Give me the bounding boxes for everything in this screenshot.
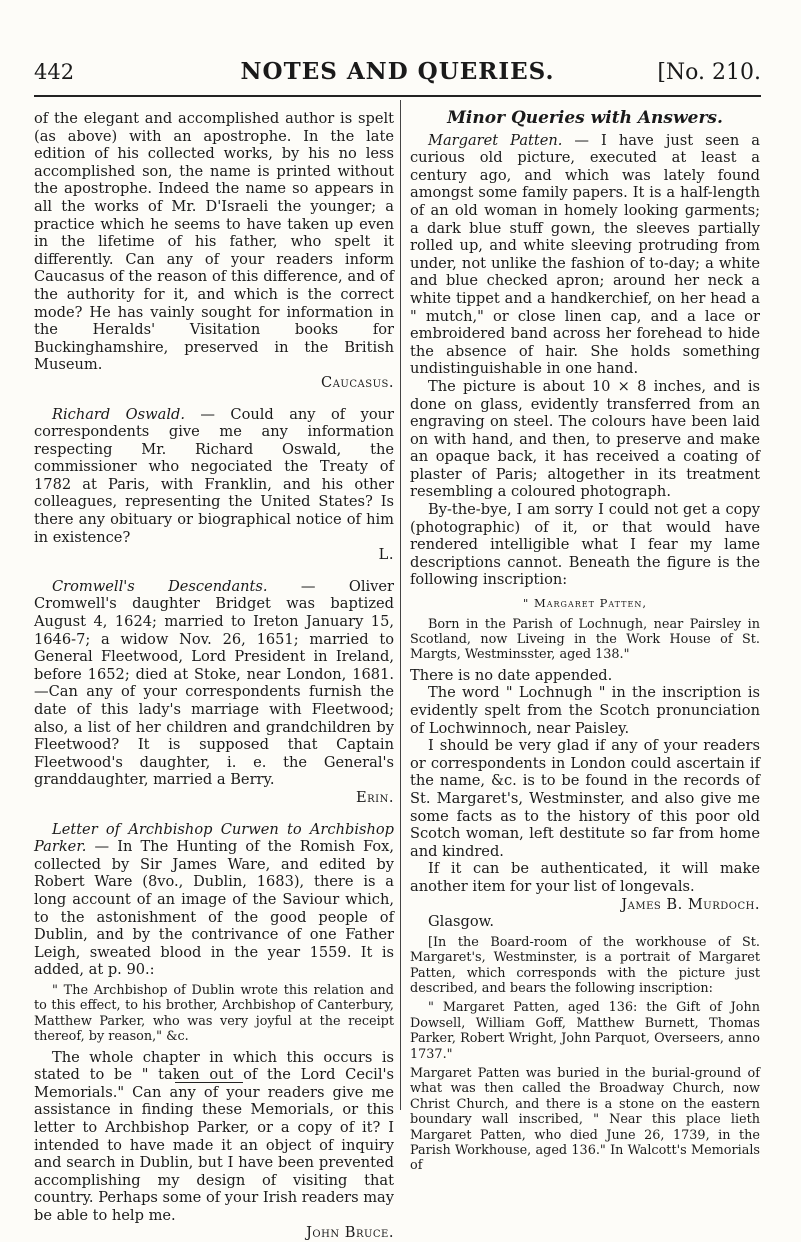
caucasus-signature: Caucasus.: [321, 373, 394, 391]
curwen-title: Letter of Archbishop Curwen to Archbishop Parker.: [34, 820, 394, 856]
column-divider: [400, 100, 401, 1110]
patten-paragraph-2: The picture is about 10 × 8 inches, and is done on glass, evidently transferred from an engraving on steel. The colours have been laid on with hand, and then, to preserve and make an opaque back, it has received a coating of plaster of Paris; altogether in its treatment resembling a coloured photograph.: [410, 377, 760, 501]
patten-body: — I have just seen a curious old picture, executed at least a century ago, and which was lately found amongst some family papers. It is a half-length of an old woman in homely looking garments; a dark blue stuff gown, the sleeves partially rolled up, and white sleeving protruding from under, not unlike the fashion of to-day; a white and blue checked apron; around her neck a white tippet and a handkerchief, on her head a " mutch," or close linen cap, and a lace or embroidered band across her forehead to hide the absence of hair. She holds something undistinguishable in one hand.: [410, 131, 760, 378]
patten-place: Glasgow.: [428, 913, 495, 931]
oswald-query: [34, 406, 394, 547]
patten-title: Margaret Patten.: [428, 131, 563, 149]
patten-paragraph-7: If it can be authenticated, it will make another item for your list of longevals.: [410, 860, 760, 895]
curwen-body-continued: The whole chapter in which this occurs is stated to be " taken out of the Lord Cecil's Memorials." Can any of your readers give me assistance in finding these Memorials, or this letter to Archbishop Parker, or a copy of it? I intended to have made it an object of inquiry and search in Dublin, but I have been prevented accomplishing my design of visiting that country. Perhaps some of your Irish readers may be able to help me.: [34, 1048, 394, 1224]
answer-paragraph-1: [In the Board-room of the workhouse of St. Margaret's, Westminster, is a portrait of Margaret Patten, which corresponds with the picture just described, and bears the following inscription:: [410, 934, 760, 996]
answer-paragraph-2: Margaret Patten was buried in the burial-ground of what was then called the Broadway Church, now Christ Church, and there is a stone on the eastern boundary wall inscribed, " Near this place lieth Margaret Patten, who died June 26, 1739, in the Parish Workhouse, aged 136." In Walcott's Memorials of: [410, 1066, 760, 1174]
patten-query: [410, 132, 760, 378]
caucasus-paragraph: of the elegant and accomplished author is spelt (as above) with an apostrophe. In the late edition of his collected works, by his no less accomplished son, the name is printed without the apostrophe. Indeed the name so appears in all the works of Mr. D'Israeli the younger; a practice which he seems to have taken up even in the lifetime of his father, who spelt it differently. Can any of your readers inform Caucasus of the reason of this difference, and of the authority for it, and which is the correct mode? He has vainly sought for information in the Heralds' Visitation books for Buckinghamshire, preserved in the British Museum.: [34, 110, 394, 374]
curwen-signature: John Bruce.: [306, 1224, 394, 1242]
section-heading: Minor Queries with Answers.: [447, 108, 723, 128]
curwen-quote: " The Archbishop of Dublin wrote this relation and to this effect, to his brother, Archbishop of Canterbury, Matthew Parker, who was very joyful at the receipt thereof, by reason," &c.: [34, 982, 394, 1045]
journal-title: NOTES AND QUERIES.: [240, 58, 555, 85]
cromwell-body: — Oliver Cromwell's daughter Bridget was baptized August 4, 1624; married to Ireton January 15, 1646-7; a widow Nov. 26, 1651; married to General Fleetwood, Lord President in Ireland, before 1652; died at Stoke, near London, 1681.—Can any of your correspondents furnish the date of this lady's marriage with Fleetwood; also, a list of her children and grandchildren by Fleetwood? It is supposed that Captain Fleetwood's daughter, i. e. the General's granddaughter, married a Berry.: [34, 577, 395, 789]
page-header: [34, 58, 761, 88]
cromwell-title: Cromwell's Descendants.: [52, 577, 268, 595]
patten-paragraph-4: There is no date appended.: [410, 666, 613, 684]
section-end-rule: [175, 1082, 243, 1083]
inscription-heading: " Margaret Patten,: [523, 596, 647, 611]
header-rule: [34, 95, 761, 97]
cromwell-query: [34, 578, 394, 789]
oswald-signature: L.: [378, 546, 394, 564]
curwen-query: [34, 821, 394, 979]
inscription-text: Born in the Parish of Lochnugh, near Pairsley in Scotland, now Liveing in the Work House of St. Margts, Westminsster, aged 138.": [410, 616, 760, 663]
cromwell-signature: Erin.: [355, 788, 394, 806]
patten-signature: James B. Murdoch.: [621, 895, 760, 913]
page-number: 442: [34, 60, 75, 84]
answer-quote: " Margaret Patten, aged 136: the Gift of John Dowsell, William Goff, Matthew Burnett, Thomas Parker, Robert Wright, John Parquot, Overseers, anno 1737.": [410, 1000, 760, 1062]
left-column: [34, 110, 394, 1242]
oswald-body: — Could any of your correspondents give me any information respecting Mr. Richard Oswald, the commissioner who negociated the Treaty of 1782 at Paris, with Franklin, and his other colleagues, representing the United States? Is there any obituary or biographical notice of him in existence?: [34, 405, 394, 546]
patten-paragraph-5: The word " Lochnugh " in the inscription is evidently spelt from the Scotch pronunciation of Lochwinnoch, near Paisley.: [410, 684, 760, 737]
curwen-body: — In The Hunting of the Romish Fox, collected by Sir James Ware, and edited by Robert Ware (8vo., Dublin, 1683), there is a long account of an image of the Saviour which, to the astonishment of the good people of Dublin, and by the contrivance of one Father Leigh, sweated blood in the year 1559. It is added, at p. 90.:: [34, 838, 394, 979]
patten-paragraph-6: I should be very glad if any of your readers or correspondents in London could ascertain if the name, &c. is to be found in the records of St. Margaret's, Westminster, and also give me some facts as to the history of this poor old Scotch woman, left destitute so far from home and kindred.: [410, 737, 760, 860]
issue-number: [No. 210.: [657, 60, 761, 85]
patten-paragraph-3: By-the-bye, I am sorry I could not get a copy (photographic) of it, or that would have rendered intelligible what I fear my lame descriptions cannot. Beneath the figure is the following inscription:: [410, 501, 760, 589]
right-column: [410, 110, 760, 1174]
oswald-title: Richard Oswald.: [52, 405, 185, 423]
